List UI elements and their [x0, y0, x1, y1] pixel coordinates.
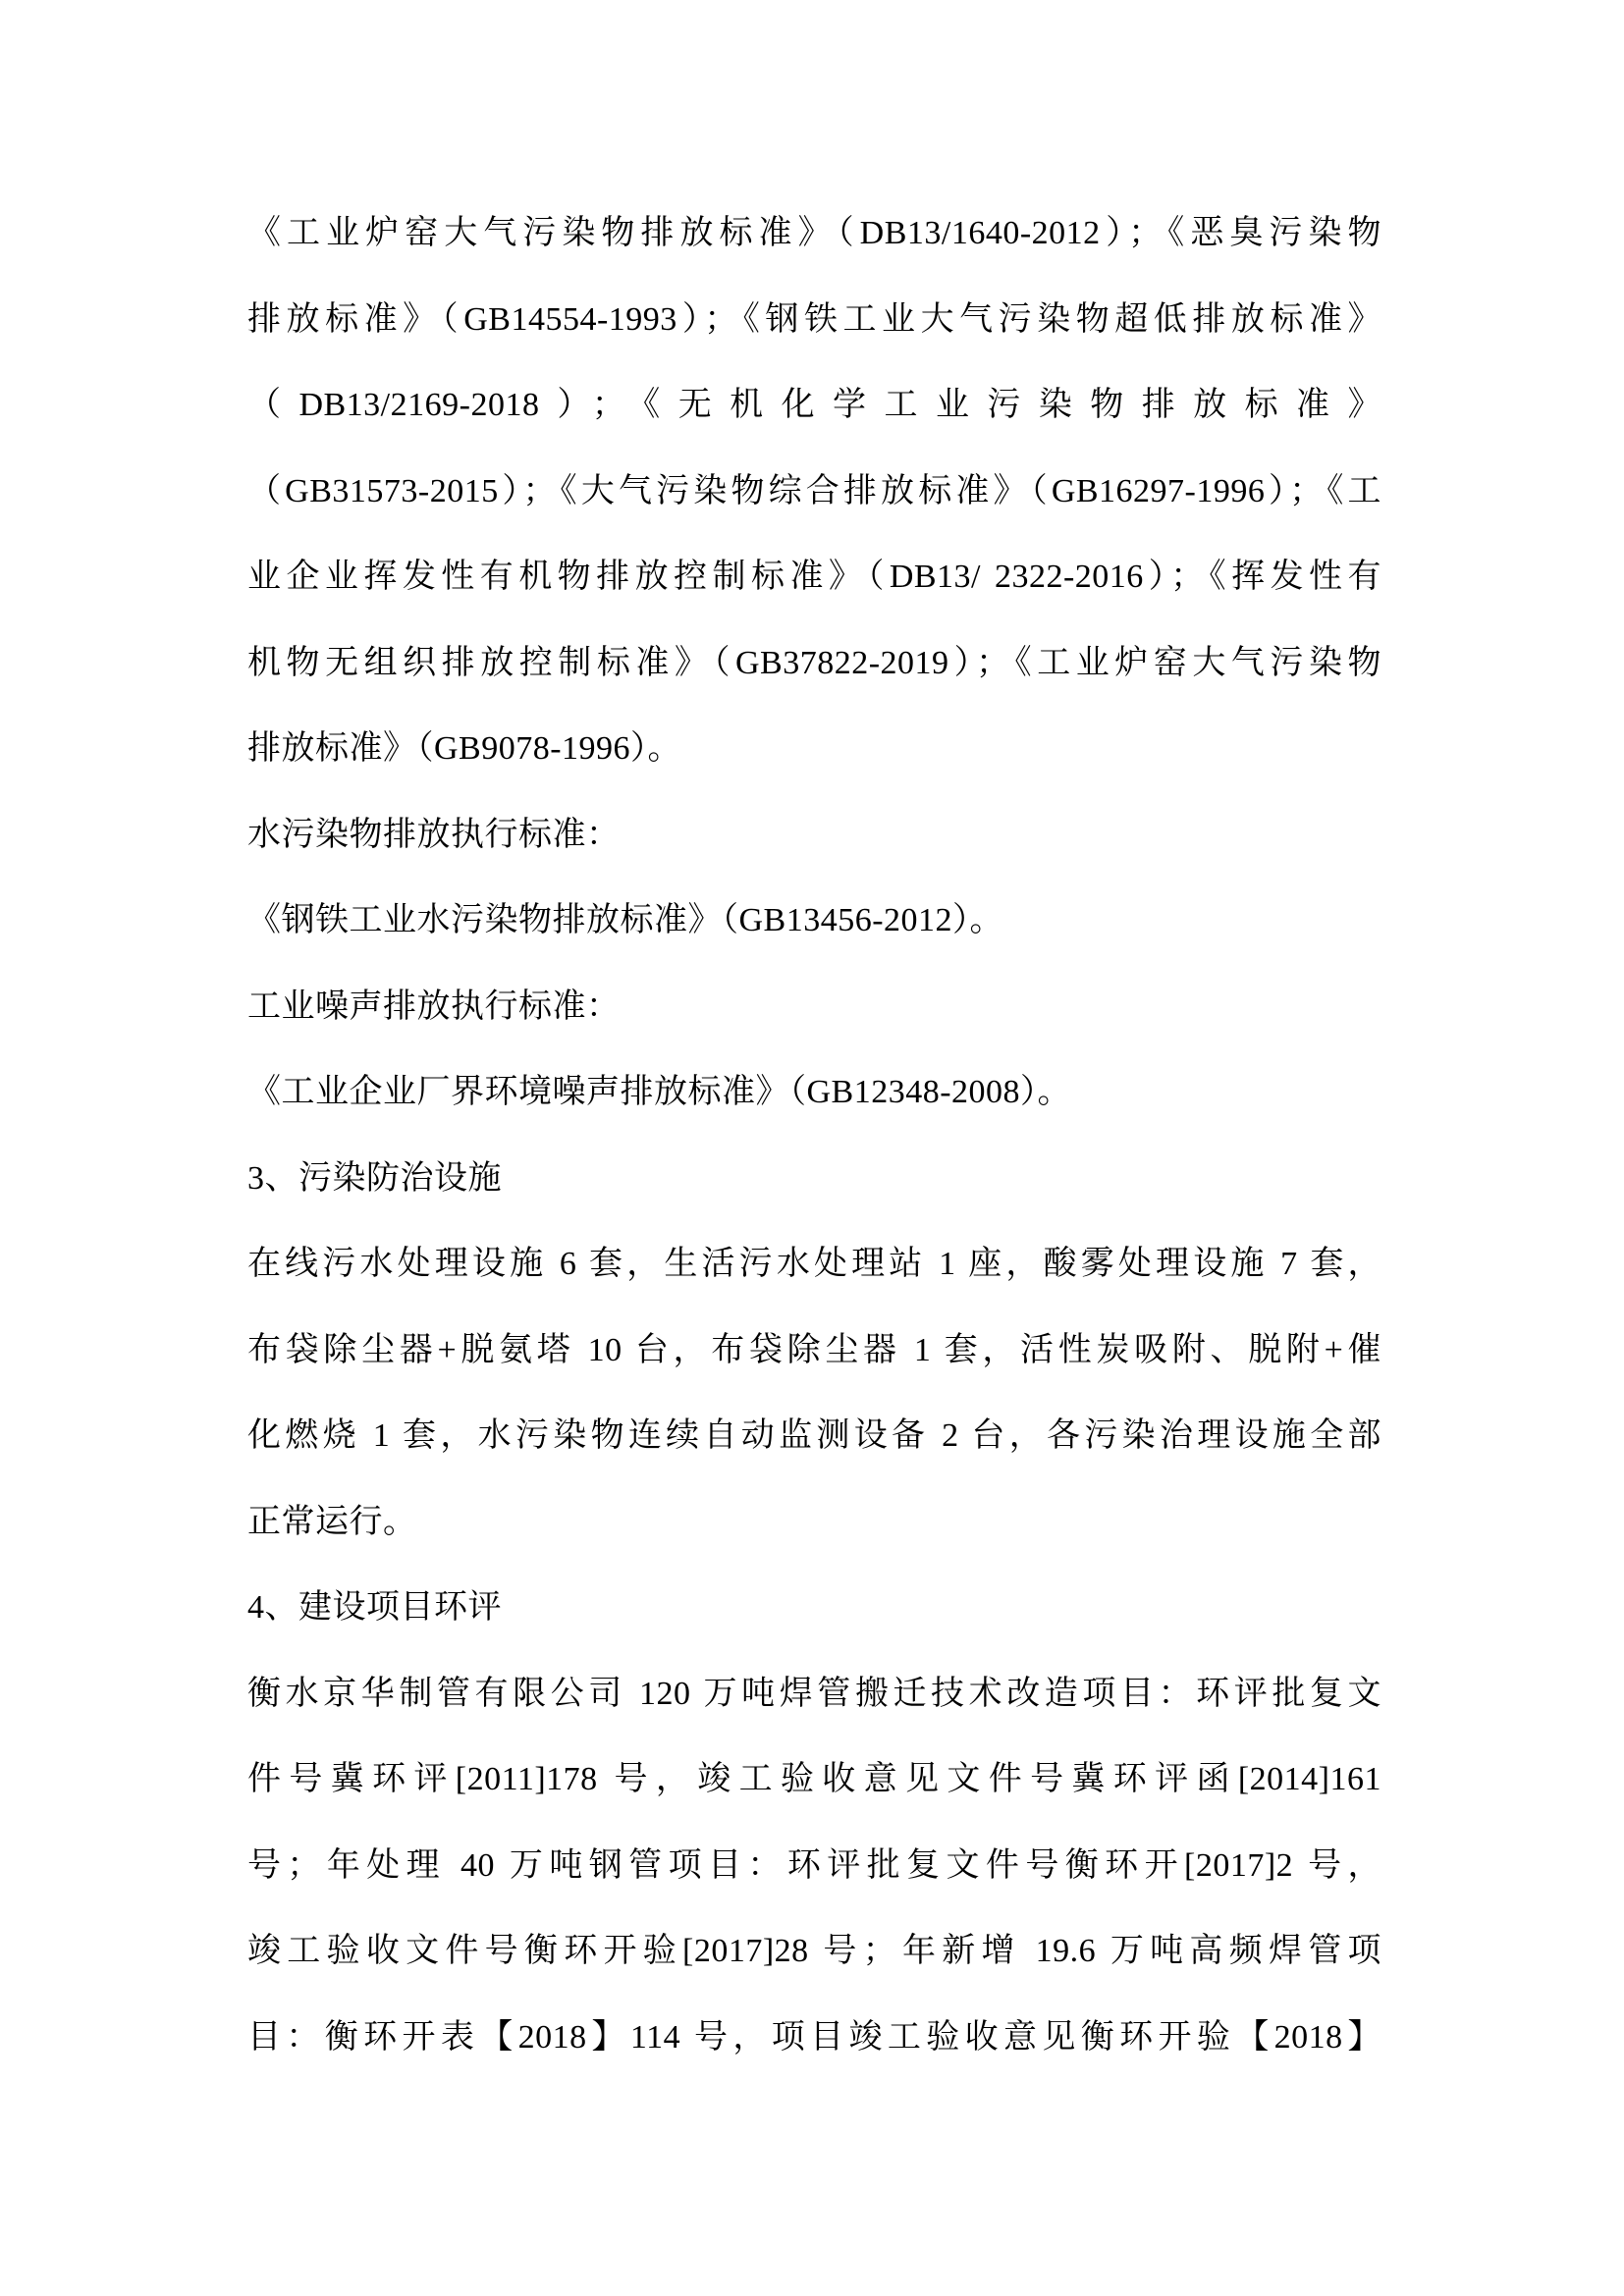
text-line: （GB31573-2015）；《大气污染物综合排放标准》（GB16297-1996）；《工: [247, 472, 1381, 509]
document-text-block: [247, 190, 1381, 2080]
text-line: （DB13/2169-2018）；《无机化学工业污染物排放标准》: [247, 387, 1381, 423]
text-line: 《钢铁工业水污染物排放标准》（GB13456-2012）。: [247, 902, 1004, 938]
text-line: 《工业企业厂界环境噪声排放标准》（GB12348-2008）。: [247, 1074, 1072, 1110]
text-line: 业企业挥发性有机物排放控制标准》（DB13/ 2322-2016）；《挥发性有: [247, 559, 1381, 595]
text-line: 竣工验收文件号衡环开验[2017]28 号；年新增 19.6 万吨高频焊管项: [247, 1933, 1381, 1969]
text-line: 排放标准》（GB9078-1996）。: [247, 730, 682, 767]
text-line: 在线污水处理设施 6 套，生活污水处理站 1 座，酸雾处理设施 7 套，: [247, 1246, 1381, 1282]
text-line: 机物无组织排放控制标准》（GB37822-2019）；《工业炉窑大气污染物: [247, 644, 1381, 681]
text-line: 《工业炉窑大气污染物排放标准》（DB13/1640-2012）；《恶臭污染物: [247, 215, 1381, 251]
text-line: 衡水京华制管有限公司 120 万吨焊管搬迁技术改造项目：环评批复文: [247, 1675, 1381, 1712]
section-heading: 3、污染防治设施: [247, 1159, 502, 1197]
text-line: 工业噪声排放执行标准：: [247, 988, 621, 1025]
text-line: 布袋除尘器+脱氨塔 10 台，布袋除尘器 1 套，活性炭吸附、脱附+催: [247, 1331, 1381, 1368]
text-line: 水污染物排放执行标准：: [247, 816, 621, 853]
text-line: 件号冀环评[2011]178 号，竣工验收意见文件号冀环评函[2014]161: [247, 1761, 1381, 1797]
text-line: 目：衡环开表【2018】114 号，项目竣工验收意见衡环开验【2018】: [247, 2018, 1381, 2056]
text-line: 正常运行。: [247, 1503, 417, 1540]
text-line: 化燃烧 1 套，水污染物连续自动监测设备 2 台，各污染治理设施全部: [247, 1417, 1381, 1454]
text-line: 号；年处理 40 万吨钢管项目：环评批复文件号衡环开[2017]2 号，: [247, 1846, 1381, 1884]
text-line: 排放标准》（GB14554-1993）；《钢铁工业大气污染物超低排放标准》: [247, 300, 1381, 338]
section-heading: 4、建设项目环评: [247, 1589, 502, 1626]
